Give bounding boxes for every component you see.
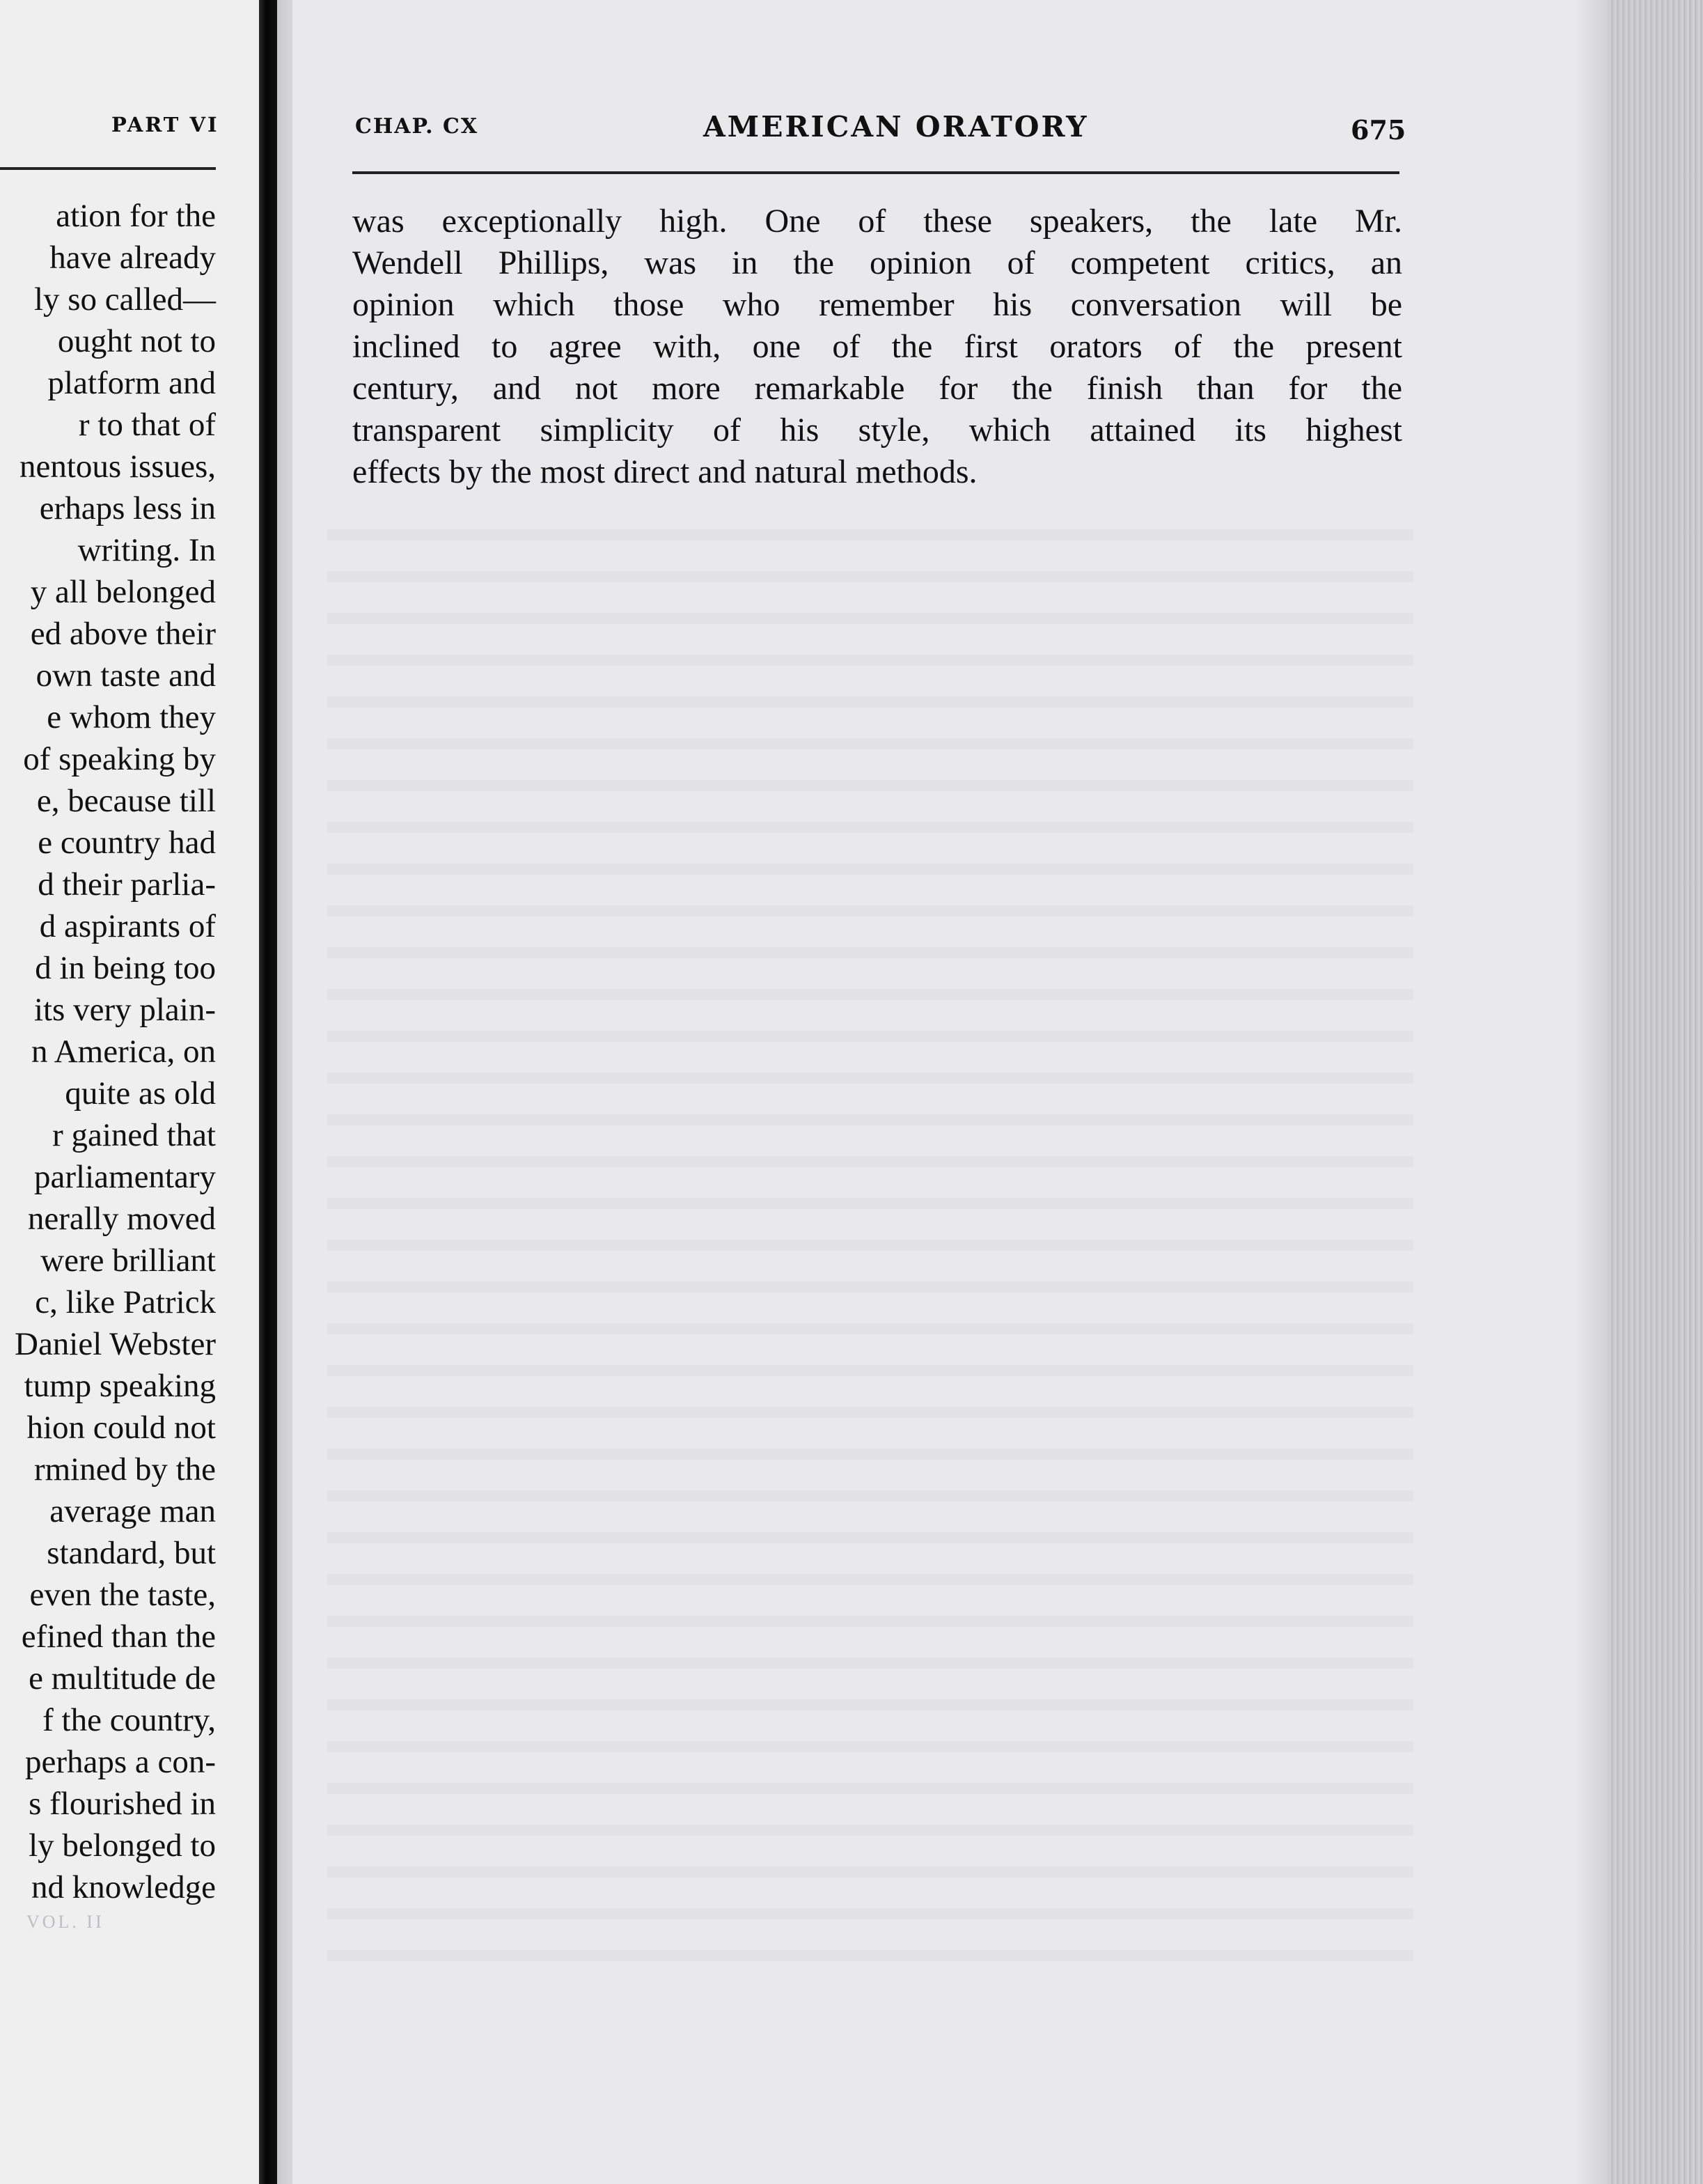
left-text-line: ed above their	[30, 616, 216, 652]
left-text-line: have already	[49, 240, 216, 276]
left-text-line: erhaps less in	[39, 490, 216, 526]
book-gutter	[259, 0, 277, 2184]
left-text-line: its very plain-	[33, 992, 216, 1028]
left-text-line: nentous issues,	[19, 448, 216, 485]
left-text-line: efined than the	[21, 1618, 216, 1655]
left-text-line: quite as old	[65, 1075, 216, 1112]
body-text-line: inclined to agree with, one of the first orators of the present	[352, 328, 1402, 365]
left-text-line: hion could not	[26, 1410, 216, 1446]
left-text-line: tump speaking	[24, 1368, 216, 1404]
left-text-line: nerally moved	[27, 1201, 216, 1237]
left-running-head: PART VI	[111, 113, 219, 136]
body-text-line: effects by the most direct and natural methods.	[352, 453, 978, 490]
left-text-line: r to that of	[78, 407, 216, 443]
left-text-line: ation for the	[56, 198, 216, 234]
left-text-line: e, because till	[36, 783, 216, 819]
left-text-line: platform and	[47, 365, 216, 401]
body-text-line: transparent simplicity of his style, which attained its highest	[352, 412, 1402, 448]
left-text-line: were brilliant	[40, 1242, 216, 1279]
left-text-line: e whom they	[47, 699, 216, 735]
left-text-line: average man	[49, 1493, 216, 1529]
left-text-line: rmined by the	[33, 1451, 216, 1488]
left-text-line: ly belonged to	[29, 1827, 216, 1864]
page-stack-edge	[1608, 0, 1703, 2184]
left-text-line: y all belonged	[30, 574, 216, 610]
body-paragraph	[352, 201, 1402, 493]
facing-page-left	[0, 0, 259, 2184]
left-text-line: own taste and	[36, 657, 216, 694]
chapter-running-head: CHAP. CX	[355, 114, 479, 139]
page-number: 675	[1351, 114, 1406, 146]
left-text-line: r gained that	[52, 1117, 216, 1153]
left-text-line: e country had	[38, 825, 216, 861]
bleed-through-texture	[327, 501, 1413, 1992]
page-title: AMERICAN ORATORY	[703, 110, 1089, 143]
body-text-line: was exceptionally high. One of these speakers, the late Mr.	[352, 203, 1402, 240]
body-text-line: century, and not more remarkable for the finish than for the	[352, 370, 1402, 407]
left-text-line: d their parlia-	[38, 866, 216, 903]
body-text-line: opinion which those who remember his conversation will be	[352, 286, 1402, 323]
left-text-line: c, like Patrick	[35, 1284, 216, 1320]
left-text-line: d aspirants of	[39, 908, 216, 944]
header-rule	[352, 171, 1399, 174]
left-page-text	[15, 195, 216, 1908]
left-text-line: ought not to	[57, 323, 216, 359]
body-text-line: Wendell Phillips, was in the opinion of competent critics, an	[352, 244, 1402, 281]
left-header-rule	[0, 167, 216, 170]
left-text-line: writing. In	[77, 532, 216, 568]
left-text-line: parliamentary	[34, 1159, 216, 1195]
left-text-line: s flourished in	[29, 1786, 216, 1822]
left-text-line: ly so called—	[33, 281, 216, 318]
left-text-line: f the country,	[42, 1702, 216, 1738]
left-text-line: standard, but	[47, 1535, 216, 1571]
left-text-line: e multitude de	[29, 1660, 216, 1696]
left-text-line: n America, on	[31, 1034, 216, 1070]
left-text-line: even the taste,	[29, 1577, 216, 1613]
left-page-footer: VOL. II	[26, 1912, 104, 1932]
left-text-line: of speaking by	[23, 741, 216, 777]
left-text-line: d in being too	[35, 950, 216, 986]
left-text-line: Daniel Webster	[15, 1326, 216, 1362]
left-text-line: nd knowledge	[31, 1869, 216, 1905]
left-text-line: perhaps a con-	[24, 1744, 216, 1780]
